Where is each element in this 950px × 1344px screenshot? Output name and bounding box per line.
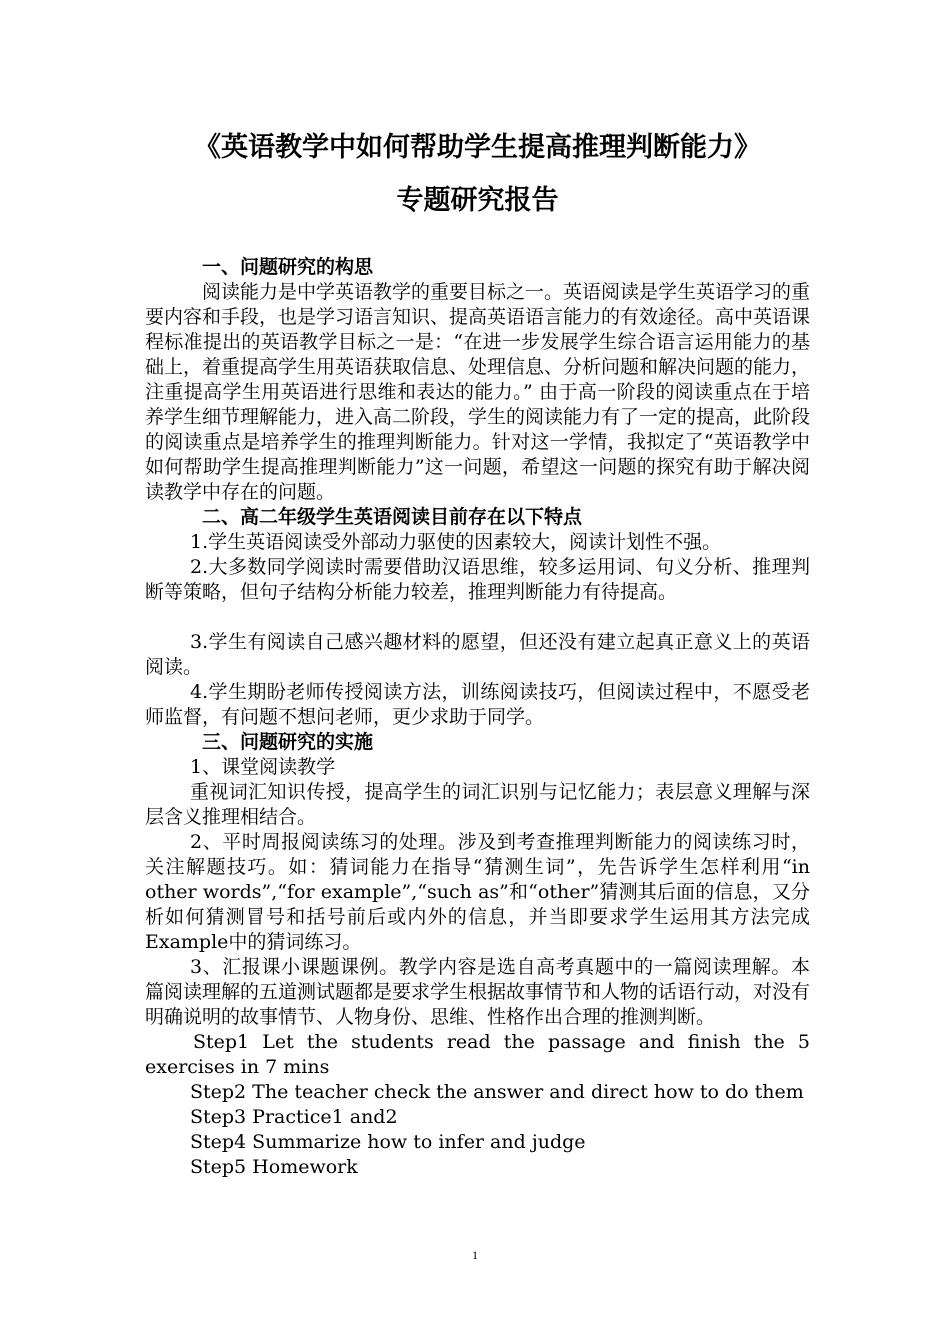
title-line-2: 专题研究报告 [396, 185, 559, 216]
section-1-paragraph: 阅读能力是中学英语教学的重要目标之一。英语阅读是学生英语学习的重要内容和手段，也是学习语言知识、提高英语语言能力的有效途径。高中英语课程标准提出的英语教学目标之一是：“在进一步发展学生综合语言运用能力的基础上，着重提高学生用英语获取信息、处理信息、分析问题和解决问题的能力，注重提高学生用英语进行思维和表达的能力。” 由于高一阶段的阅读重点在于培养学生细节理解能力，进入高二阶段，学生的阅读能力有了一定的提高，此阶段的阅读重点是培养学生的推理判断能力。针对这一学情，我拟定了“英语教学中如何帮助学生提高推理判断能力”这一问题，希望这一问题的探究有助于解决阅读教学中存在的问题。 [145, 281, 811, 503]
document-body [145, 255, 810, 1180]
step-2: Step2 The teacher check the answer and direct how to do them [190, 1081, 804, 1103]
section-2-item-3: 3.学生有阅读自己感兴趣材料的愿望，但还没有建立起真正意义上的英语阅读。 [145, 631, 810, 678]
section-3-paragraph-3: 3、汇报课小课题课例。教学内容是选自高考真题中的一篇阅读理解。本篇阅读理解的五道测试题都是要求学生根据故事情节和人物的话语行动，对没有明确说明的故事情节、人物身份、思维、性格作出合理的推测判断。 [145, 956, 811, 1028]
step-1: Step1 Let the students read the passage and finish the 5 exercises in 7 mins [145, 1031, 810, 1078]
section-2-item-2: 2.大多数同学阅读时需要借助汉语思维，较多运用词、句义分析、推理判断等策略，但句子结构分析能力较差，推理判断能力有待提高。 [145, 556, 810, 603]
section-3-heading: 三、问题研究的实施 [202, 731, 374, 753]
section-3-paragraph-1: 重视词汇知识传授，提高学生的词汇识别与记忆能力；表层意义理解与深层含义推理相结合。 [145, 781, 810, 828]
document-content [145, 130, 810, 1180]
page-number: 1 [472, 1248, 478, 1262]
section-3-subheading-1: 1、课堂阅读教学 [190, 756, 336, 778]
section-3-paragraph-2: 2、平时周报阅读练习的处理。涉及到考查推理判断能力的阅读练习时，关注解题技巧。如：猜词能力在指导“猜测生词”，先告诉学生怎样利用“in other words”,“for example”,“such as”和“other”猜测其后面的信息，又分析如何猜测冒号和括号前后或内外的信息，并当即要求学生运用其方法完成Example中的猜词练习。 [145, 831, 810, 953]
step-5: Step5 Homework [190, 1156, 358, 1178]
step-3: Step3 Practice1 and2 [190, 1106, 398, 1128]
section-2-heading: 二、高二年级学生英语阅读目前存在以下特点 [202, 506, 583, 528]
section-1-heading: 一、问题研究的构思 [202, 256, 374, 278]
section-2-item-1: 1.学生英语阅读受外部动力驱使的因素较大，阅读计划性不强。 [190, 531, 722, 553]
step-4: Step4 Summarize how to infer and judge [190, 1131, 586, 1153]
section-2-item-4: 4.学生期盼老师传授阅读方法，训练阅读技巧，但阅读过程中，不愿受老师监督，有问题不想问老师，更少求助于同学。 [145, 681, 810, 728]
title-line-1: 《英语教学中如何帮助学生提高推理判断能力》 [194, 132, 761, 163]
